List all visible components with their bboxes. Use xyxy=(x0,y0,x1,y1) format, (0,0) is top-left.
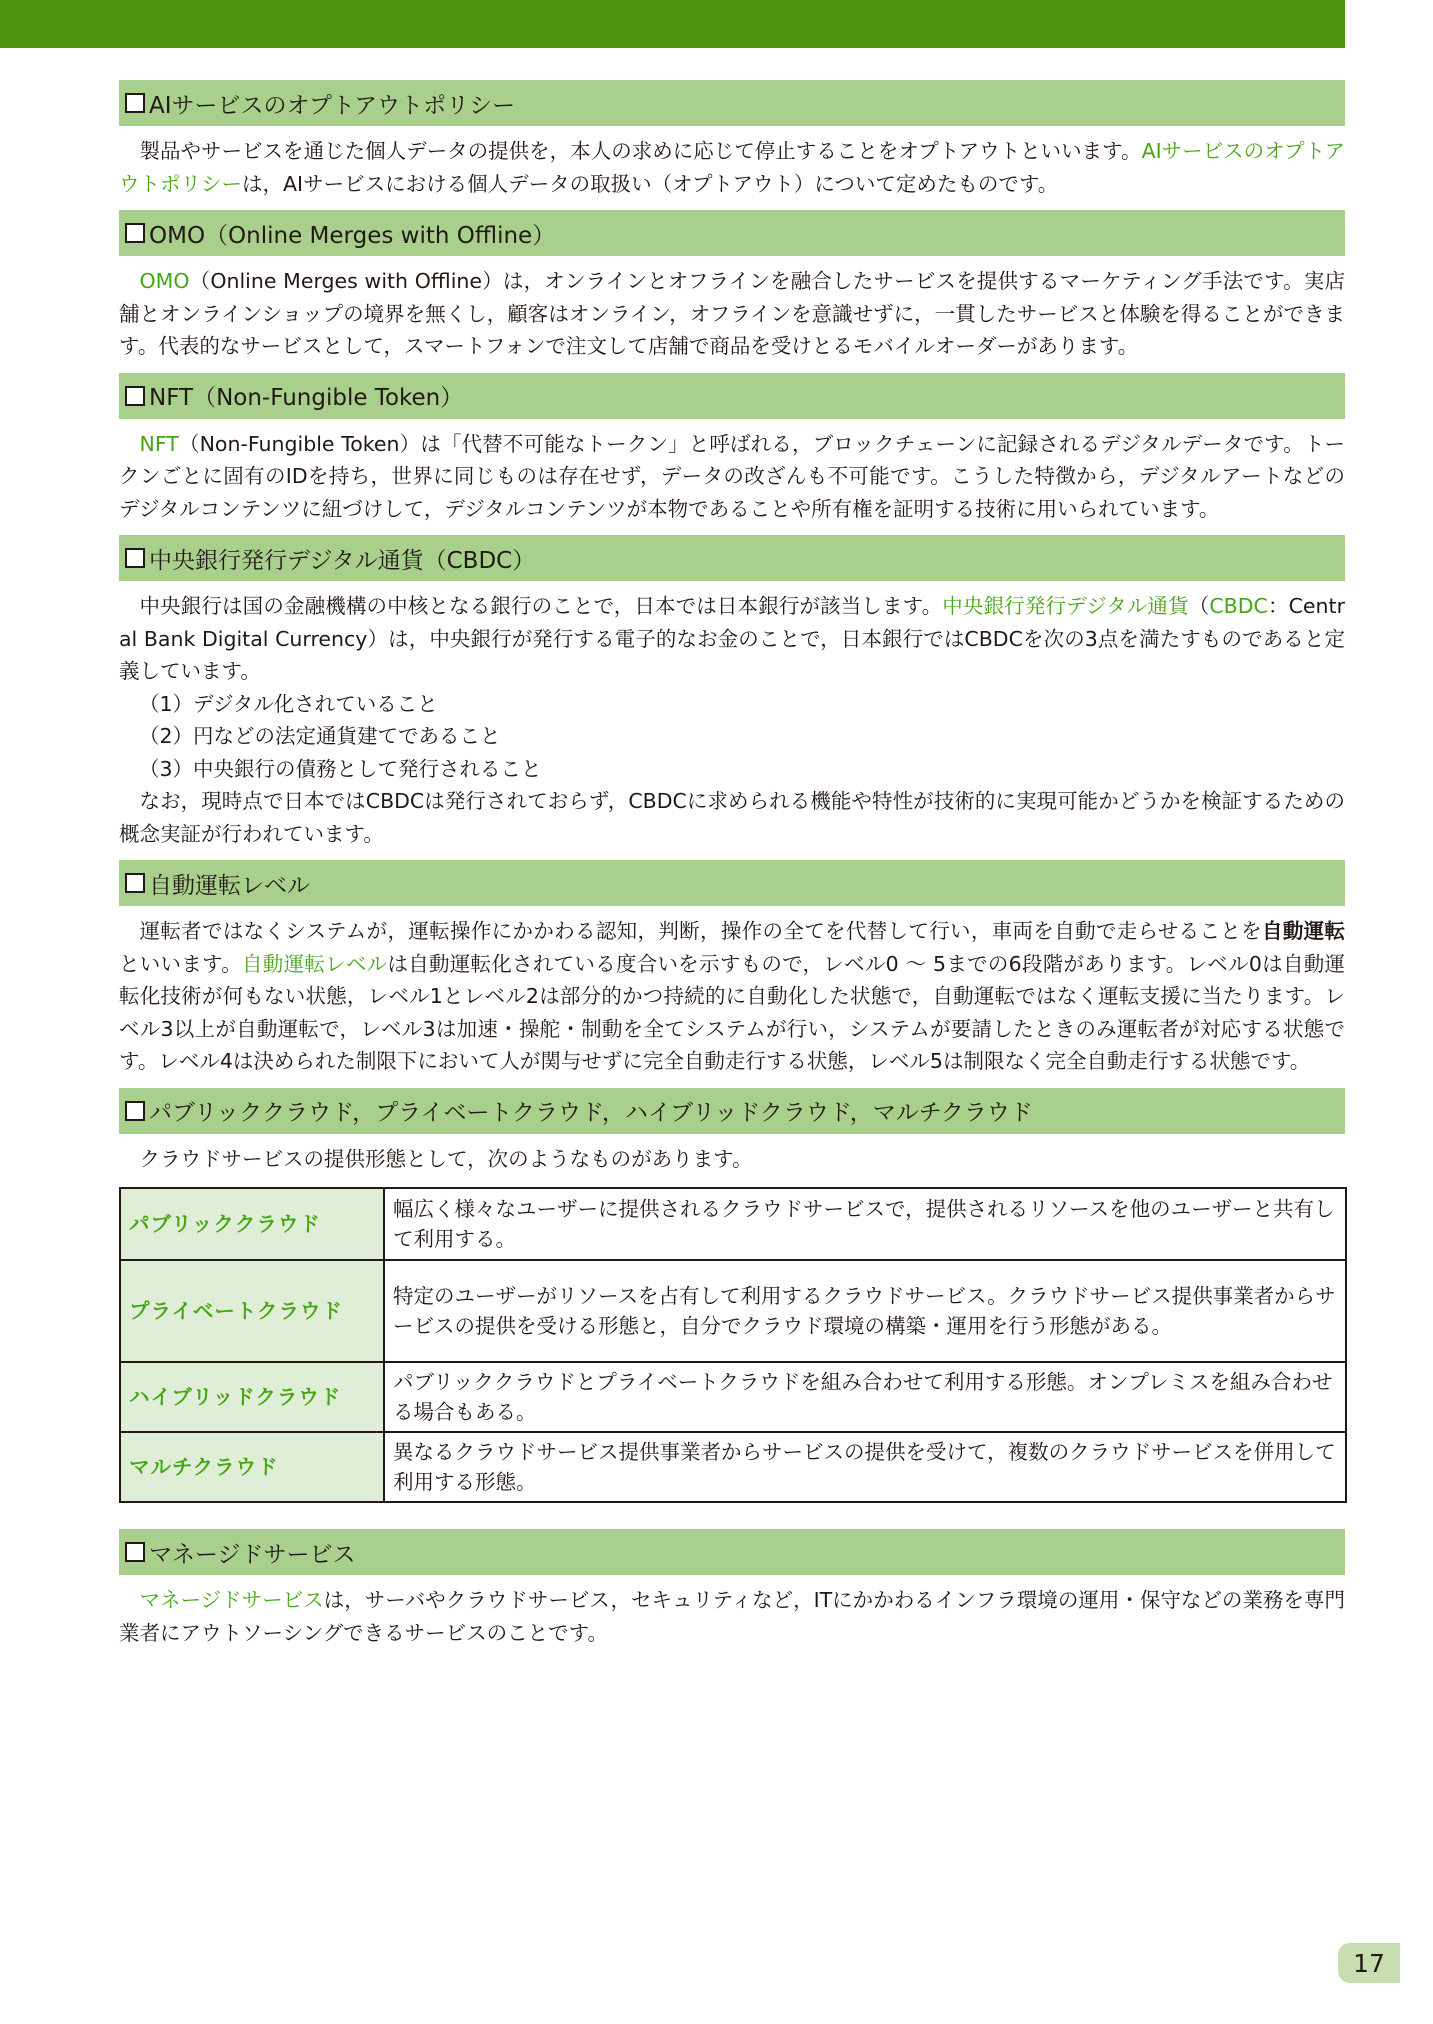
body-text: （Non-Fungible Token）は「代替不可能なトークン」と呼ばれる，ブロックチェーンに記録されるデジタルデータです。トークンごとに固有のIDを持ち，世界に同じものは存在せず，データの改ざんも不可能です。こうした特徴から，デジタルアートなどのデジタルコンテンツに紐づけして，デジタルコンテンツが本物であることや所有権を証明する技術に用いられています。 xyxy=(119,431,1345,521)
table-term: パブリッククラウド xyxy=(120,1188,384,1260)
table-row xyxy=(120,1362,1346,1432)
section-cloud xyxy=(119,1088,1345,1504)
section-body xyxy=(119,915,1345,1078)
highlight-term: OMO xyxy=(139,269,190,293)
checkbox-icon xyxy=(125,386,145,406)
cloud-table xyxy=(119,1187,1347,1503)
section-title: 自動運転レベル xyxy=(149,872,310,899)
body-text: （ xyxy=(1188,594,1210,618)
top-color-bar xyxy=(0,0,1345,48)
table-term: プライベートクラウド xyxy=(120,1260,384,1362)
highlight-term: CBDC xyxy=(1209,594,1268,618)
section-title: AIサービスのオプトアウトポリシー xyxy=(149,92,516,119)
section-autodrive xyxy=(119,860,1345,1078)
list-item: （2）円などの法定通貨建てであること xyxy=(139,724,501,748)
checkbox-icon xyxy=(125,548,145,568)
section-body xyxy=(119,265,1345,363)
section-ai-optout xyxy=(119,80,1345,200)
highlight-term: AIサービスのオプトアウトポリシー xyxy=(119,139,1345,196)
body-text: 運転者ではなくシステムが，運転操作にかかわる認知，判断，操作の全てを代替して行い，車両を自動で走らせることを xyxy=(139,919,1262,943)
body-text: は自動運転化されている度合いを示すもので，レベル0 ～ 5までの6段階があります。レベル0は自動運転化技術が何もない状態，レベル1とレベル2は部分的かつ持続的に自動化した状態で，自動運転ではなく運転支援に当たります。レベル3以上が自動運転で，レベル3は加速・操舵・制動を全てシステムが行い，システムが要請したときのみ運転者が対応する状態です。レベル4は決められた制限下において人が関与せずに完全自動走行する状態，レベル5は制限なく完全自動走行する状態です。 xyxy=(119,951,1345,1073)
checkbox-icon xyxy=(125,1542,145,1562)
section-managed xyxy=(119,1529,1345,1649)
section-header xyxy=(119,373,1345,419)
highlight-term: NFT xyxy=(139,431,179,456)
table-desc: 幅広く様々なユーザーに提供されるクラウドサービスで，提供されるリソースを他のユーザーと共有して利用する。 xyxy=(384,1188,1346,1260)
checkbox-icon xyxy=(125,93,145,113)
body-text: は，サーバやクラウドサービス，セキュリティなど，ITにかかわるインフラ環境の運用・保守などの業務を専門業者にアウトソーシングできるサービスのことです。 xyxy=(119,1588,1345,1645)
section-header xyxy=(119,860,1345,906)
highlight-term: マネージドサービス xyxy=(139,1588,324,1612)
table-row xyxy=(120,1432,1346,1502)
list-item: （3）中央銀行の債務として発行されること xyxy=(139,756,542,781)
section-header xyxy=(119,80,1345,126)
body-text: は，AIサービスにおける個人データの取扱い（オプトアウト）について定めたものです。 xyxy=(242,171,1059,196)
section-title: マネージドサービス xyxy=(149,1541,356,1568)
highlight-term: 中央銀行発行デジタル通貨 xyxy=(942,594,1189,618)
body-text: といいます。 xyxy=(119,951,243,976)
section-body xyxy=(119,1584,1345,1649)
table-row xyxy=(120,1260,1346,1362)
body-text: 製品やサービスを通じた個人データの提供を，本人の求めに応じて停止することをオプトアウトといいます。 xyxy=(139,139,1142,163)
section-body xyxy=(119,135,1345,200)
section-header xyxy=(119,1088,1345,1134)
section-omo xyxy=(119,210,1345,363)
section-title: NFT（Non-Fungible Token） xyxy=(149,385,464,411)
page-content xyxy=(119,80,1345,1649)
body-text: 中央銀行は国の金融機構の中核となる銀行のことで，日本では日本銀行が該当します。 xyxy=(139,594,943,618)
section-cbdc xyxy=(119,535,1345,850)
section-title: パブリッククラウド，プライベートクラウド，ハイブリッドクラウド，マルチクラウド xyxy=(149,1100,1033,1126)
section-body: クラウドサービスの提供形態として，次のようなものがあります。 xyxy=(139,1146,753,1171)
table-term: マルチクラウド xyxy=(120,1432,384,1502)
list-item: （1）デジタル化されていること xyxy=(139,691,438,716)
body-text: ：Central Bank Digital Currency）は，中央銀行が発行する電子的なお金のことで，日本銀行ではCBDCを次の3点を満たすものであると定義しています。 xyxy=(119,594,1346,683)
section-nft xyxy=(119,373,1345,526)
table-desc: 異なるクラウドサービス提供事業者からサービスの提供を受けて，複数のクラウドサービスを併用して利用する形態。 xyxy=(384,1432,1346,1502)
checkbox-icon xyxy=(125,223,145,243)
table-desc: パブリッククラウドとプライベートクラウドを組み合わせて利用する形態。オンプレミスを組み合わせる場合もある。 xyxy=(384,1362,1346,1432)
checkbox-icon xyxy=(125,873,145,893)
section-header xyxy=(119,210,1345,256)
body-text: （Online Merges with Offline）は，オンラインとオフラインを融合したサービスを提供するマーケティング手法です。実店舗とオンラインショップの境界を無くし，顧客はオンライン，オフラインを意識せずに，一貫したサービスと体験を得ることができます。代表的なサービスとして，スマートフォンで注文して店舗で商品を受けとるモバイルオーダーがあります。 xyxy=(119,269,1345,358)
section-title: OMO（Online Merges with Offline） xyxy=(149,222,556,249)
highlight-term: 自動運転レベル xyxy=(242,951,388,976)
section-header xyxy=(119,1529,1345,1575)
table-row xyxy=(120,1188,1346,1260)
table-term: ハイブリッドクラウド xyxy=(120,1362,384,1432)
section-header xyxy=(119,535,1345,581)
section-title: 中央銀行発行デジタル通貨（CBDC） xyxy=(149,547,536,574)
section-body xyxy=(119,590,1345,688)
page-number: 17 xyxy=(1338,1943,1400,1983)
checkbox-icon xyxy=(125,1101,145,1121)
section-body: なお，現時点で日本ではCBDCは発行されておらず，CBDCに求められる機能や特性が技術的に実現可能かどうかを検証するための概念実証が行われています。 xyxy=(119,789,1345,846)
definition-list xyxy=(119,688,1345,786)
section-body xyxy=(119,428,1345,526)
bold-term: 自動運転 xyxy=(1261,919,1345,943)
table-desc: 特定のユーザーがリソースを占有して利用するクラウドサービス。クラウドサービス提供事業者からサービスの提供を受ける形態と，自分でクラウド環境の構築・運用を行う形態がある。 xyxy=(384,1260,1346,1362)
